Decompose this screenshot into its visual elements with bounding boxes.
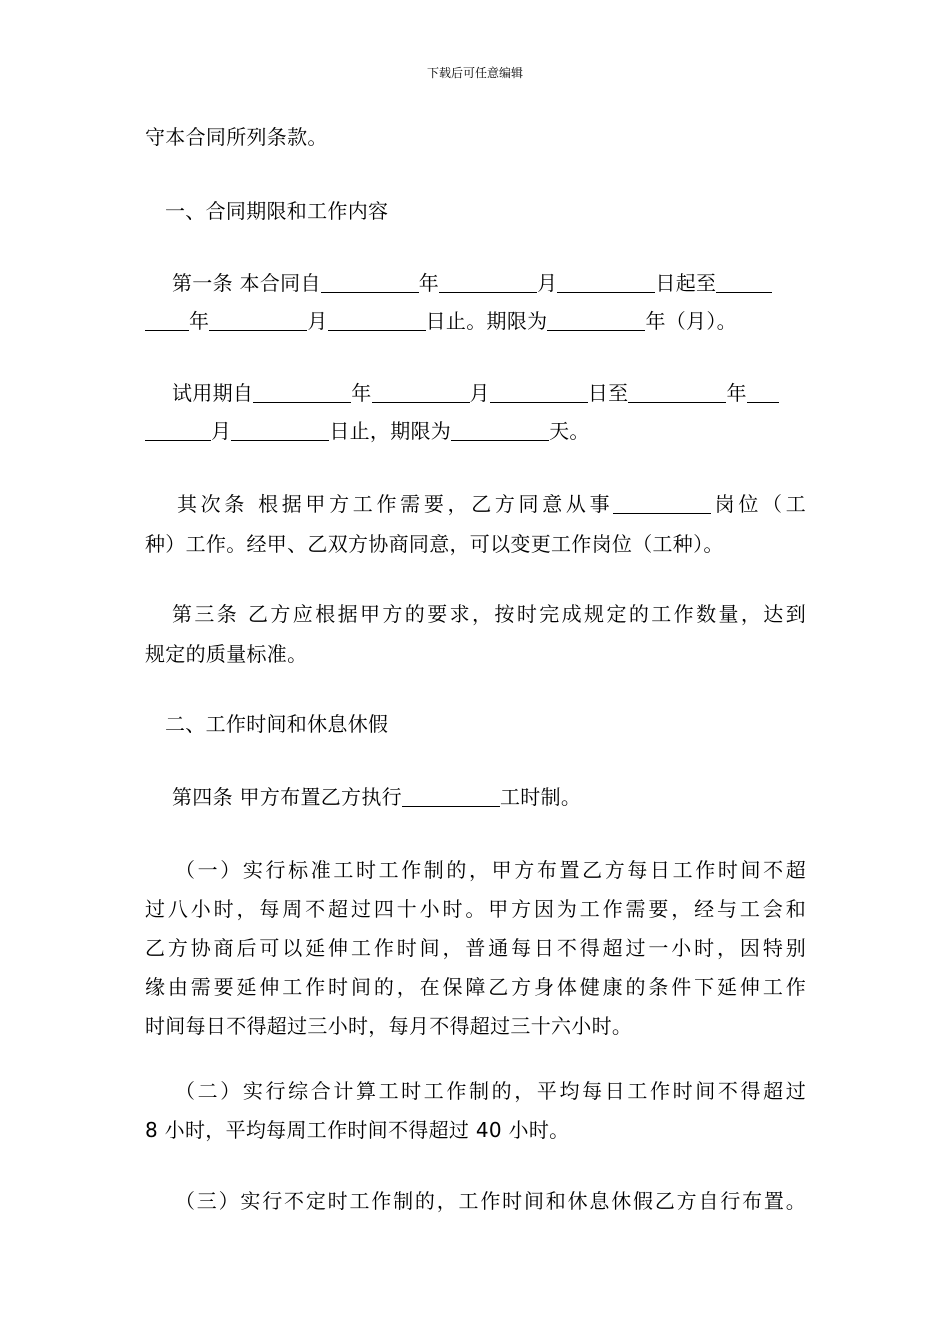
blank-field [490,382,588,403]
paragraph-line: 规定的质量标准。 [145,642,308,666]
blank-field [253,382,351,403]
paragraph-line: 时间每日不得超过三小时，每月不得超过三十六小时。 [145,1014,633,1038]
blank-field [321,272,419,293]
paragraph-line: 乙方协商后可以延伸工作时间，普通每日不得超过一小时，因特别 [145,936,806,960]
page-header: 下载后可任意编辑 [426,66,523,80]
paragraph-line: 第四条 甲方布置乙方执行 工时制。 [172,785,582,809]
blank-field [547,310,645,331]
blank-field [451,420,549,441]
paragraph-line: 守本合同所列条款。 [145,125,328,149]
blank-field [716,272,772,293]
paragraph-line: （三）实行不定时工作制的，工作时间和休息休假乙方自行布置。 [175,1189,806,1213]
blank-field [372,382,470,403]
blank-field [613,493,711,514]
paragraph-line: 试用期自 年 月 日至 年 [172,380,842,406]
paragraph-line: 第三条 乙方应根据甲方的要求，按时完成规定的工作数量，达到 [172,602,806,626]
paragraph-line: 月 日止，期限为 天。 [145,418,815,444]
blank-field [747,382,779,403]
paragraph-line: （一）实行标准工时工作制的，甲方布置乙方每日工作时间不超 [175,858,806,882]
blank-field [402,786,500,807]
section-heading: 一、合同期限和工作内容 [165,199,389,223]
paragraph-line: 年 月 日止。期限为 年（月）。 [145,308,815,334]
section-heading: 二、工作时间和休息休假 [165,712,389,736]
paragraph-line: 其次条 根据甲方工作需要，乙方同意从事 岗位（工 [177,492,807,516]
blank-field [628,382,726,403]
blank-field [145,310,189,331]
paragraph-line: 缘由需要延伸工作时间的，在保障乙方身体健康的条件下延伸工作 [145,975,806,999]
blank-field [439,272,537,293]
paragraph-line: 种）工作。经甲、乙双方协商同意，可以变更工作岗位（工种）。 [145,532,724,556]
paragraph-line: （二）实行综合计算工时工作制的，平均每日工作时间不得超过 [175,1079,806,1103]
blank-field [328,310,426,331]
blank-field [209,310,307,331]
blank-field [145,420,211,441]
blank-field [557,272,655,293]
paragraph-line: 第一条 本合同自 年 月 日起至 [172,270,842,296]
paragraph-line: 过八小时，每周不超过四十小时。甲方因为工作需要，经与工会和 [145,897,806,921]
paragraph-line: 8 小时，平均每周工作时间不得超过 40 小时。 [145,1118,570,1142]
blank-field [231,420,329,441]
